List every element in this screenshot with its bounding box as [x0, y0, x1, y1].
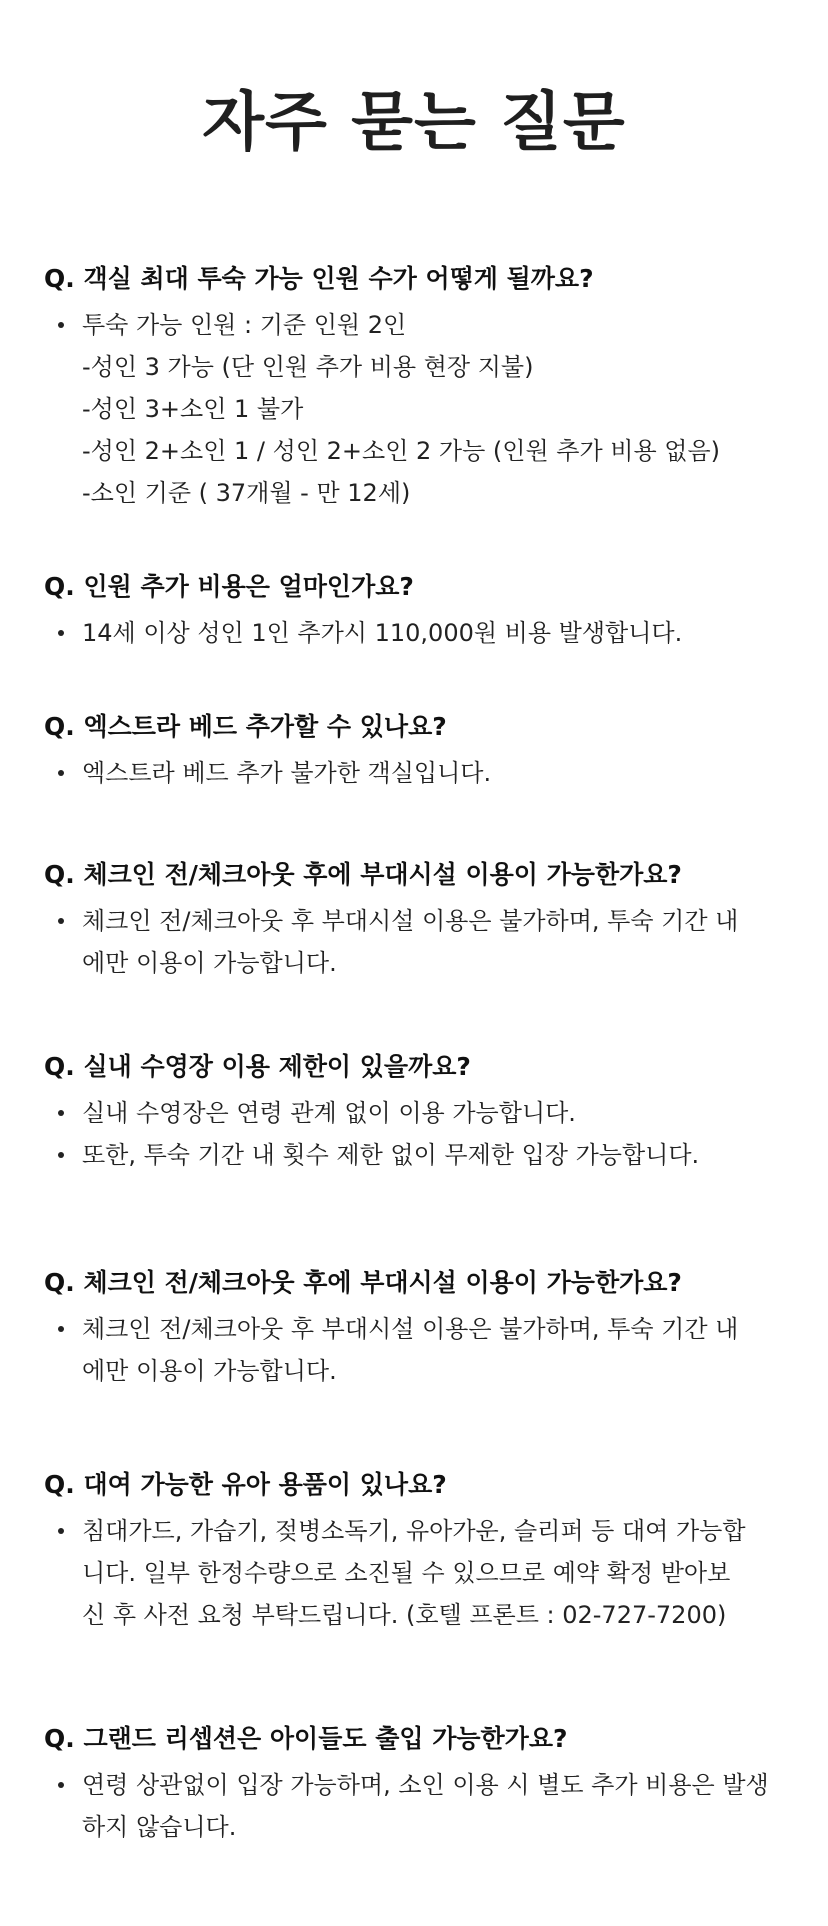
faq-item — [44, 710, 784, 794]
answer-line: 체크인 전/체크아웃 후 부대시설 이용은 불가하며, 투숙 기간 내 — [82, 907, 739, 935]
faq-answer — [44, 900, 784, 984]
faq-item — [44, 1468, 784, 1636]
faq-question: Q. 체크인 전/체크아웃 후에 부대시설 이용이 가능한가요? — [44, 860, 682, 889]
page-title: 자주 묻는 질문 — [202, 86, 626, 160]
faq-answer-list — [44, 1092, 784, 1176]
faq-answer-list — [44, 900, 784, 984]
faq-answer-list — [44, 304, 784, 514]
answer-line: 투숙 가능 인원 : 기준 인원 2인 — [82, 311, 407, 339]
answer-line: -성인 3 가능 (단 인원 추가 비용 현장 지불) — [82, 353, 534, 381]
answer-line: 침대가드, 가습기, 젖병소독기, 유아가운, 슬리퍼 등 대여 가능합 — [82, 1517, 746, 1545]
faq-question: Q. 엑스트라 베드 추가할 수 있나요? — [44, 712, 447, 741]
answer-line: -성인 3+소인 1 불가 — [82, 395, 304, 423]
answer-line: 니다. 일부 한정수량으로 소진될 수 있으므로 예약 확정 받아보 — [82, 1559, 731, 1587]
faq-answer — [44, 1510, 784, 1636]
faq-item — [44, 858, 784, 984]
faq-question: Q. 실내 수영장 이용 제한이 있을까요? — [44, 1052, 471, 1081]
faq-answer-list — [44, 1764, 784, 1848]
faq-question: Q. 인원 추가 비용은 얼마인가요? — [44, 572, 414, 601]
answer-line: -소인 기준 ( 37개월 - 만 12세) — [82, 479, 411, 507]
faq-item — [44, 1722, 784, 1848]
faq-answer-list — [44, 1510, 784, 1636]
faq-answer-list — [44, 1308, 784, 1392]
answer-line: 실내 수영장은 연령 관계 없이 이용 가능합니다. — [82, 1099, 576, 1127]
answer-line: 엑스트라 베드 추가 불가한 객실입니다. — [82, 759, 492, 787]
faq-answer — [44, 1092, 784, 1134]
faq-item — [44, 1266, 784, 1392]
faq-answer — [44, 1134, 784, 1176]
answer-line: 14세 이상 성인 1인 추가시 110,000원 비용 발생합니다. — [82, 619, 683, 647]
answer-line: -성인 2+소인 1 / 성인 2+소인 2 가능 (인원 추가 비용 없음) — [82, 437, 720, 465]
faq-answer-list — [44, 752, 784, 794]
answer-line: 에만 이용이 가능합니다. — [82, 1357, 337, 1385]
faq-question: Q. 그랜드 리셉션은 아이들도 출입 가능한가요? — [44, 1724, 568, 1753]
answer-line: 하지 않습니다. — [82, 1813, 237, 1841]
answer-line: 신 후 사전 요청 부탁드립니다. (호텔 프론트 : 02-727-7200) — [82, 1601, 727, 1629]
faq-answer — [44, 1764, 784, 1848]
answer-line: 체크인 전/체크아웃 후 부대시설 이용은 불가하며, 투숙 기간 내 — [82, 1315, 739, 1343]
faq-item — [44, 1050, 784, 1176]
faq-question: Q. 체크인 전/체크아웃 후에 부대시설 이용이 가능한가요? — [44, 1268, 682, 1297]
answer-line: 연령 상관없이 입장 가능하며, 소인 이용 시 별도 추가 비용은 발생 — [82, 1771, 769, 1799]
faq-item — [44, 262, 784, 514]
faq-question: Q. 객실 최대 투숙 가능 인원 수가 어떻게 될까요? — [44, 264, 594, 293]
faq-answer-list — [44, 612, 784, 654]
answer-line: 또한, 투숙 기간 내 횟수 제한 없이 무제한 입장 가능합니다. — [82, 1141, 700, 1169]
faq-answer — [44, 612, 784, 654]
faq-question: Q. 대여 가능한 유아 용품이 있나요? — [44, 1470, 447, 1499]
faq-item — [44, 570, 784, 654]
answer-line: 에만 이용이 가능합니다. — [82, 949, 337, 977]
faq-answer — [44, 304, 784, 514]
faq-answer — [44, 752, 784, 794]
faq-answer — [44, 1308, 784, 1392]
